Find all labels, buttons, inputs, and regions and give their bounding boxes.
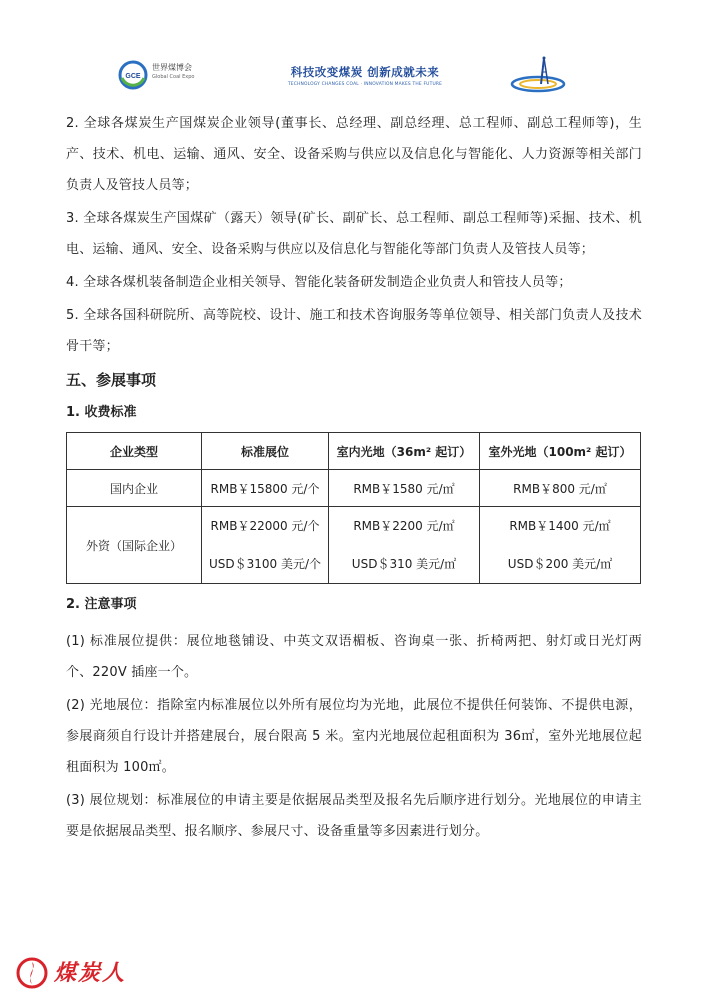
table-header: 企业类型 <box>67 433 202 470</box>
table-cell: 外资（国际企业） <box>67 507 202 584</box>
expo-logo-icon <box>118 60 148 90</box>
document-body <box>66 108 642 847</box>
svg-text:GCE: GCE <box>125 73 141 80</box>
table-cell: RMB￥800 元/㎡ <box>480 470 641 507</box>
footer-watermark <box>16 956 146 990</box>
table-cell <box>329 507 480 584</box>
price-rmb: RMB￥22000 元/个 <box>210 519 320 533</box>
table-header: 室外光地（100m² 起订） <box>480 433 641 470</box>
table-row <box>67 507 641 584</box>
slogan-english: TECHNOLOGY CHANGES COAL · INNOVATION MAKES THE FUTURE <box>287 82 443 87</box>
flame-logo-icon <box>16 956 48 990</box>
price-rmb: RMB￥2200 元/㎡ <box>353 519 455 533</box>
expo-logo-subtitle: Global Coal Expo <box>152 74 195 80</box>
price-usd: USD＄3100 美元/个 <box>208 557 322 571</box>
list-item-5: 5. 全球各国科研院所、高等院校、设计、施工和技术咨询服务等单位领导、相关部门负责人及技术骨干等； <box>66 308 642 354</box>
table-cell: 国内企业 <box>67 470 202 507</box>
table-cell <box>202 507 329 584</box>
list-item-4: 4. 全球各煤机装备制造企业相关领导、智能化装备研发制造企业负责人和管技人员等； <box>66 275 572 290</box>
table-header: 室内光地（36m² 起订） <box>329 433 480 470</box>
list-item-3: 3. 全球各煤炭生产国煤矿（露天）领导(矿长、副矿长、总工程师、副总工程师等)采掘、技术、机电、运输、通风、安全、设备采购与供应以及信息化与智能化等部门负责人及管技人员等； <box>66 211 642 257</box>
table-cell: RMB￥15800 元/个 <box>202 470 329 507</box>
price-usd: USD＄310 美元/㎡ <box>351 557 457 571</box>
section-title: 五、参展事项 <box>66 371 157 389</box>
page-header <box>0 54 707 98</box>
table-cell <box>480 507 641 584</box>
table-cell: RMB￥1580 元/㎡ <box>329 470 480 507</box>
fees-title: 1. 收费标准 <box>66 405 137 420</box>
table-row <box>67 470 641 507</box>
table-header: 标准展位 <box>202 433 329 470</box>
note-2: (2) 光地展位：指除室内标准展位以外所有展位均为光地，此展位不提供任何装饰、不提供电源，参展商须自行设计并搭建展台，展台限高 5 米。室内光地展位起租面积为 36㎡，室外光地展位起租面积为 100㎡。 <box>66 698 642 775</box>
price-rmb: RMB￥1400 元/㎡ <box>509 519 611 533</box>
tower-emblem-icon <box>508 54 568 94</box>
expo-logo <box>118 58 238 94</box>
fee-table <box>66 432 641 584</box>
slogan-chinese: 科技改变煤炭 创新成就未来 <box>290 65 440 79</box>
note-1: (1) 标准展位提供：展位地毯铺设、中英文双语楣板、咨询桌一张、折椅两把、射灯或日光灯两个、220V 插座一个。 <box>66 634 642 680</box>
price-usd: USD＄200 美元/㎡ <box>507 557 613 571</box>
list-item-2: 2. 全球各煤炭生产国煤炭企业领导(董事长、总经理、副总经理、总工程师、副总工程师等)，生产、技术、机电、运输、通风、安全、设备采购与供应以及信息化与智能化、人力资源等相关部门负责人及管技人员等； <box>66 116 642 193</box>
expo-logo-name: 世界煤博会 <box>152 63 192 72</box>
header-slogan <box>280 64 450 87</box>
footer-brand: 煤炭人 <box>54 960 127 986</box>
note-3: (3) 展位规划：标准展位的申请主要是依据展品类型及报名先后顺序进行划分。光地展位的申请主要是依据展品类型、报名顺序、参展尺寸、设备重量等多因素进行划分。 <box>66 793 642 839</box>
table-header-row <box>67 433 641 470</box>
notes-title: 2. 注意事项 <box>66 597 137 612</box>
